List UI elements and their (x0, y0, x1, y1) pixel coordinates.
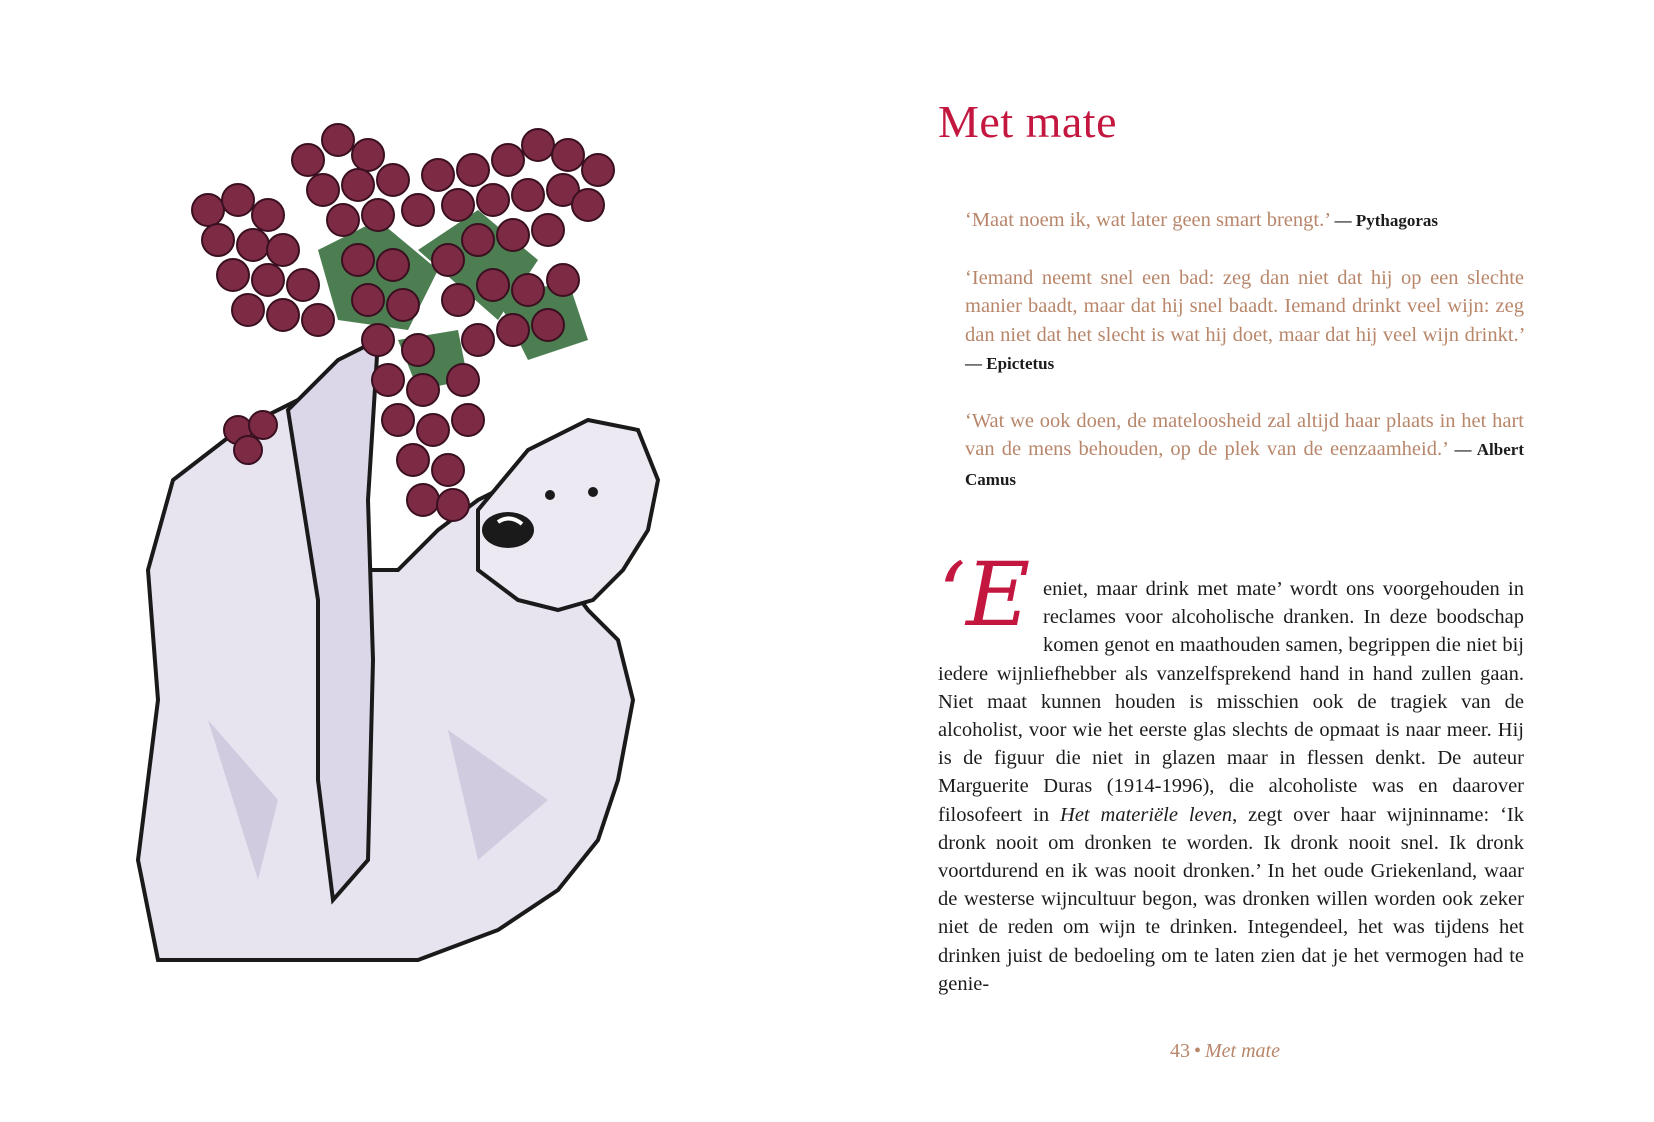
man-eating-grapes-icon (118, 100, 743, 1000)
page-title: Met mate (938, 96, 1117, 147)
quote-epictetus (965, 264, 1524, 379)
quote-text: ‘Iemand neemt snel een bad: zeg dan niet dat hij op een slechte manier baadt, maar dat hij snel baadt. Iemand drinkt veel wijn: zeg dan niet dat het slecht is wat hij doet, maar dat hij veel wijn drinkt.’ (965, 266, 1524, 346)
quote-camus (965, 407, 1524, 495)
body-text-part-2: , zegt over haar wijninname: ‘Ik dronk nooit om dronken te worden. Ik dronk nooit snel. Ik dronk voortdurend en ik was nooit dronken.’ In het oude Griekenland, waar de westerse wijncultuur begon, was dronken willen worden ook zeker niet de reden om wijn te drinken. Integendeel, het was tijdens het drinken juist de bedoeling om te laten zien dat je het vermogen had te genie- (938, 803, 1524, 995)
book-title: Het materiële leven (1060, 803, 1233, 826)
quote-author: — Pythagoras (1334, 211, 1439, 230)
page-footer (1170, 1040, 1280, 1063)
body-paragraph (938, 543, 1524, 998)
quote-pythagoras (965, 206, 1524, 236)
quote-text: ‘Wat we ook doen, de mateloosheid zal altijd haar plaats in het hart van de mens behouden, op de plek van de eenzaamheid.’ (965, 409, 1524, 460)
footer-separator: • (1194, 1040, 1202, 1062)
quote-author: — Epictetus (965, 354, 1055, 373)
body-text-part-1: eniet, maar drink met mate’ wordt ons voorgehouden in reclames voor alcoholische dranken. In deze boodschap komen genot en maathouden samen, begrippen die niet bij iedere wijnliefhebber als vanzelfsprekend hand in hand zullen gaan. Niet maat kunnen houden is misschien ook de tragiek van de alcoholist, voor wie het eerste glas slechts de opmaat is naar meer. Hij is de figuur die niet in glazen maar in flessen denkt. De auteur Marguerite Duras (1914-1996), die alcoholiste was en daarover filosofeert in (938, 578, 1524, 826)
quote-text: ‘Maat noem ik, wat later geen smart brengt.’ (965, 209, 1330, 231)
footer-section-title: Met mate (1205, 1040, 1280, 1062)
grape-eater-illustration (118, 100, 743, 1000)
quote-author: — Albert Camus (965, 440, 1524, 489)
drop-cap: ‘E (938, 543, 1031, 646)
epigraph-quotes (965, 206, 1524, 522)
page-number: 43 (1170, 1040, 1190, 1062)
